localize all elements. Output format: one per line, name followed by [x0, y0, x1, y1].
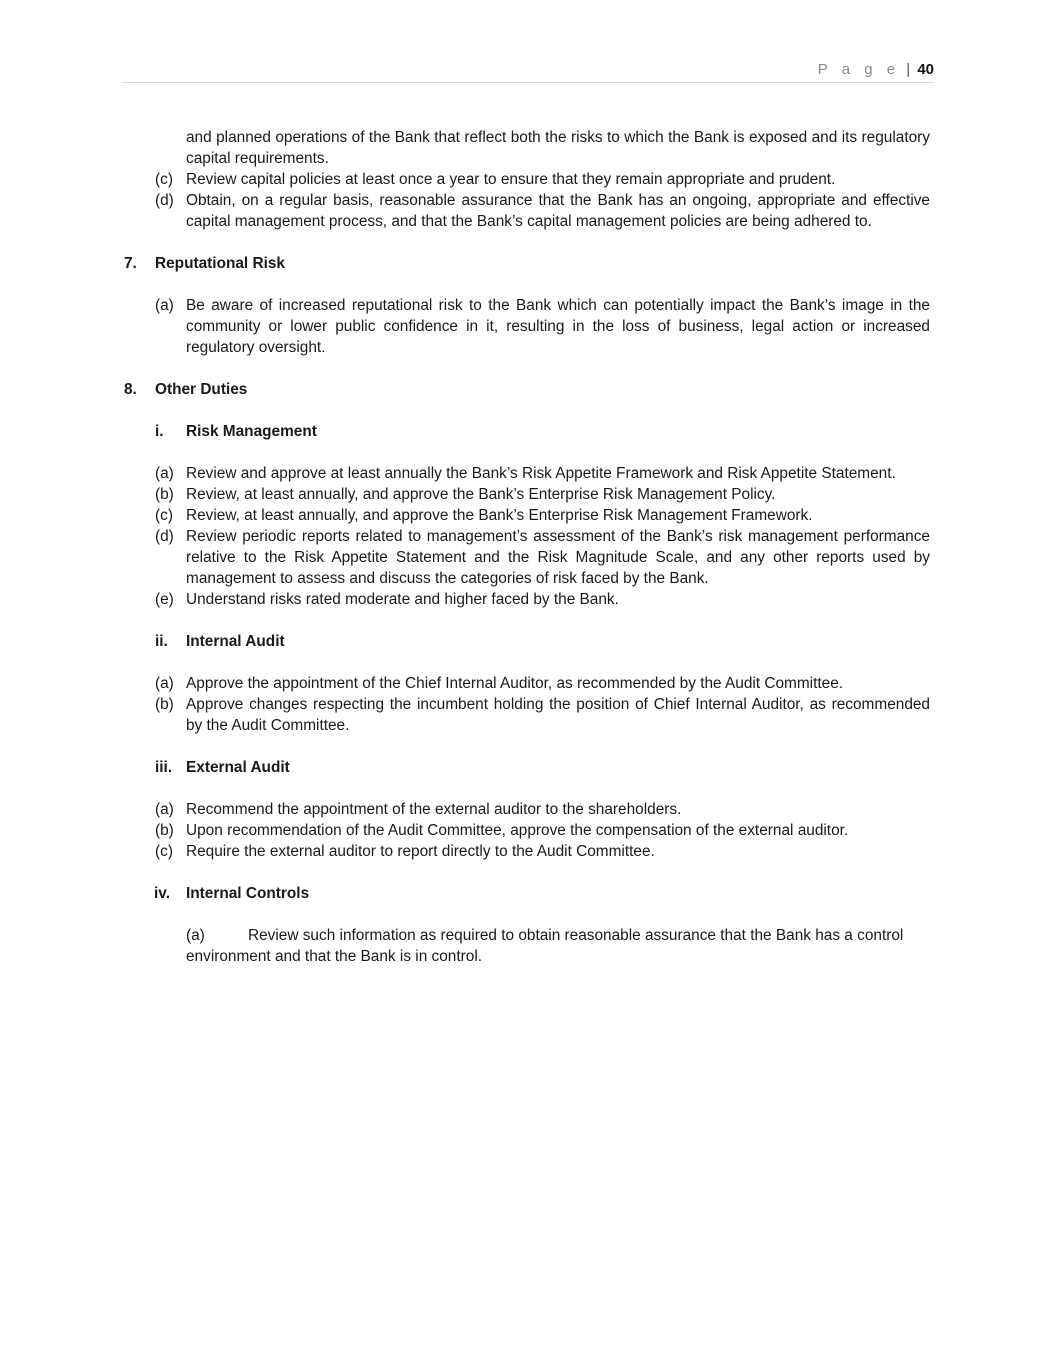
subsection-title: Risk Management	[186, 423, 317, 440]
list-label: (a)	[155, 465, 174, 482]
list-item	[0, 190, 930, 232]
section-heading-reputational-risk	[0, 253, 1055, 274]
list-label: (b)	[155, 486, 174, 503]
list-item	[0, 484, 930, 505]
section-title: Reputational Risk	[155, 255, 285, 272]
list-item	[0, 463, 930, 484]
list-label: (a)	[186, 927, 205, 944]
section-number: 7.	[124, 255, 137, 272]
list-label: (b)	[155, 696, 174, 713]
list-text: Review periodic reports related to management’s assessment of the Bank’s risk management performance relative to the Risk Appetite Statement and the Risk Magnitude Scale, and any other reports used by management to assess and discuss the categories of risk faced by the Bank.	[186, 528, 930, 587]
list-text: Require the external auditor to report directly to the Audit Committee.	[186, 843, 655, 860]
subsection-number: ii.	[155, 633, 168, 650]
section-title: Other Duties	[155, 381, 248, 398]
list-item	[0, 820, 930, 841]
list-text: Review and approve at least annually the Bank’s Risk Appetite Framework and Risk Appetite Statement.	[186, 465, 896, 482]
page-header	[122, 58, 934, 83]
subsection-number: iv.	[154, 885, 170, 902]
document-body	[0, 127, 1055, 967]
subsection-title: Internal Audit	[186, 633, 285, 650]
list-text: Understand risks rated moderate and higher faced by the Bank.	[186, 591, 619, 608]
list-text: Be aware of increased reputational risk to the Bank which can potentially impact the Bank’s image in the community or lower public confidence in it, resulting in the loss of business, legal action or increased regulatory oversight.	[186, 297, 930, 356]
subsection-heading-internal-audit	[0, 631, 1055, 652]
list-item	[0, 526, 930, 589]
list-label: (c)	[155, 507, 173, 524]
list-item	[0, 841, 930, 862]
list-text: Review capital policies at least once a year to ensure that they remain appropriate and prudent.	[186, 171, 836, 188]
list-item	[0, 673, 930, 694]
subsection-heading-risk-management	[0, 421, 1055, 442]
subsection-number: i.	[155, 423, 164, 440]
list-item	[0, 169, 930, 190]
list-text: Approve changes respecting the incumbent holding the position of Chief Internal Auditor, as recommended by the Audit Committee.	[186, 696, 930, 734]
list-text: Review, at least annually, and approve the Bank’s Enterprise Risk Management Framework.	[186, 507, 813, 524]
list-text: Upon recommendation of the Audit Committee, approve the compensation of the external auditor.	[186, 822, 849, 839]
list-label: (d)	[155, 528, 174, 545]
list-text: Approve the appointment of the Chief Internal Auditor, as recommended by the Audit Committee.	[186, 675, 844, 692]
subsection-title: External Audit	[186, 759, 290, 776]
list-text: Obtain, on a regular basis, reasonable assurance that the Bank has an ongoing, appropriate and effective capital management process, and that the Bank’s capital management policies are being adhered to.	[186, 192, 930, 230]
page-number: 40	[917, 61, 934, 78]
list-label: (e)	[155, 591, 174, 608]
list-label: (a)	[155, 297, 174, 314]
continued-paragraph: and planned operations of the Bank that reflect both the risks to which the Bank is exposed and its regulatory capital requirements.	[186, 129, 930, 167]
list-text: Review, at least annually, and approve the Bank’s Enterprise Risk Management Policy.	[186, 486, 776, 503]
list-item	[0, 694, 930, 736]
list-label: (a)	[155, 801, 174, 818]
subsection-number: iii.	[155, 759, 173, 776]
page-label: P a g e	[817, 61, 901, 78]
section-heading-other-duties	[0, 379, 1055, 400]
list-label: (c)	[155, 843, 173, 860]
list-item	[0, 505, 930, 526]
list-item	[0, 799, 930, 820]
list-text: Review such information as required to obtain reasonable assurance that the Bank has a control environment and that the Bank is in control.	[186, 927, 904, 965]
list-label: (d)	[155, 192, 174, 209]
list-item	[0, 295, 930, 358]
list-label: (c)	[155, 171, 173, 188]
subsection-title: Internal Controls	[186, 885, 310, 902]
list-text: Recommend the appointment of the external auditor to the shareholders.	[186, 801, 682, 818]
list-item	[0, 589, 930, 610]
subsection-heading-external-audit	[0, 757, 1055, 778]
page-separator: |	[906, 61, 911, 78]
list-label: (a)	[155, 675, 174, 692]
list-label: (b)	[155, 822, 174, 839]
subsection-heading-internal-controls	[0, 883, 1055, 904]
list-item	[0, 925, 930, 967]
section-number: 8.	[124, 381, 137, 398]
